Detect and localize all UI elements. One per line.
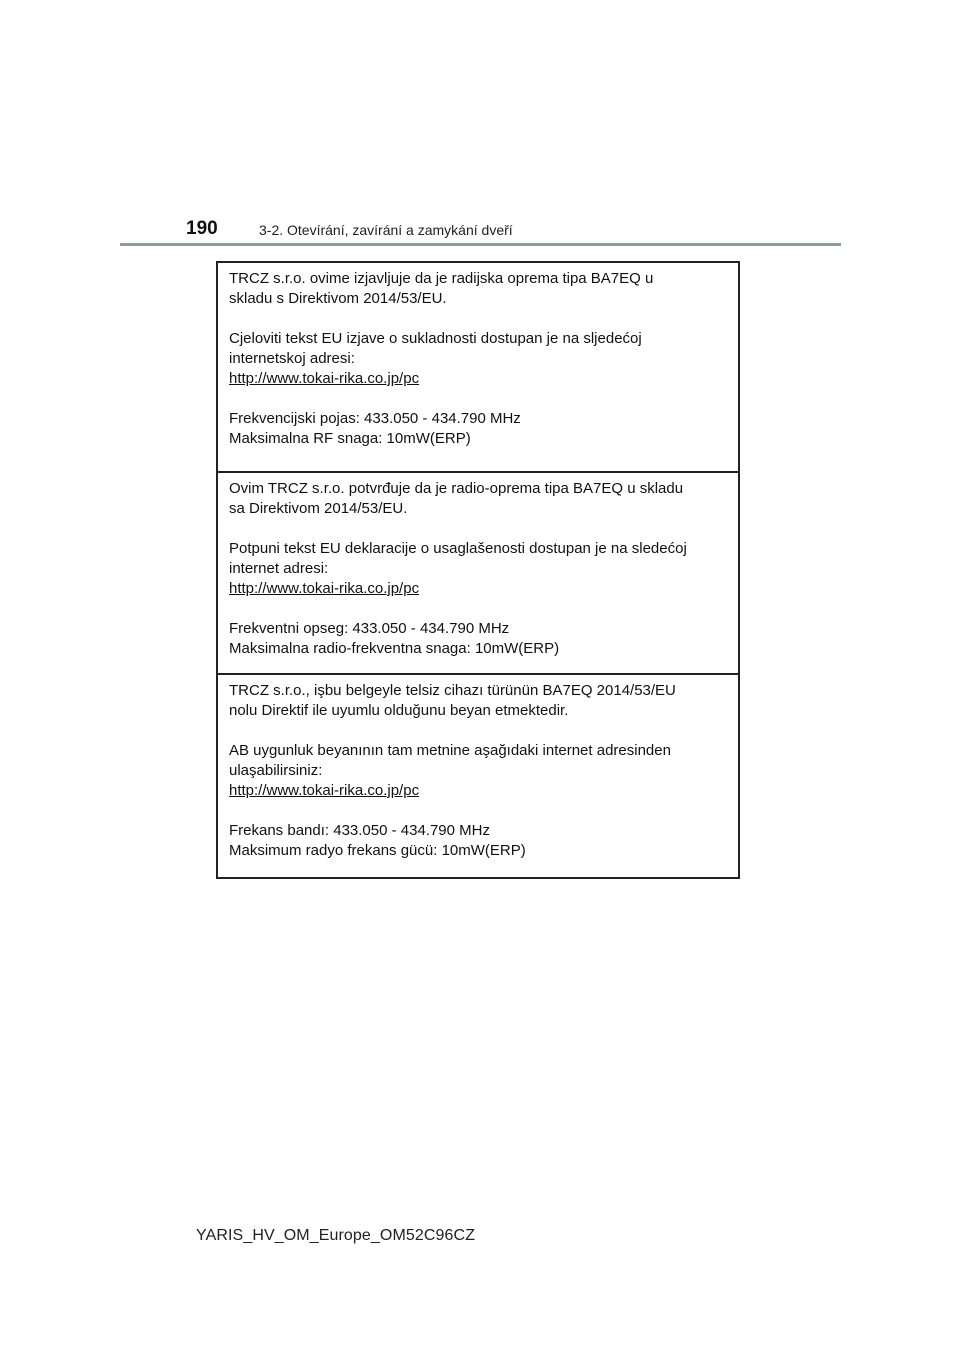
url-link[interactable]: http://www.tokai-rika.co.jp/pc (229, 370, 420, 387)
declaration-serbian (218, 471, 738, 673)
page-number: 190 (186, 218, 218, 239)
frequency-band: Frekvencijski pojas: 433.050 - 434.790 MHz (229, 410, 521, 427)
spacer (229, 519, 728, 539)
spacer (229, 309, 728, 329)
max-power: Maksimum radyo frekans gücü: 10mW(ERP) (229, 842, 526, 859)
declaration-croatian (218, 263, 738, 471)
statement-line: TRCZ s.r.o., işbu belgeyle telsiz cihazı türünün BA7EQ 2014/53/EU (229, 682, 676, 699)
header-rule (120, 243, 841, 246)
text-line: internetskoj adresi: (229, 350, 355, 367)
max-power: Maksimalna radio-frekventna snaga: 10mW(ERP) (229, 640, 560, 657)
declaration-turkish (218, 673, 738, 877)
document-id: YARIS_HV_OM_Europe_OM52C96CZ (196, 1227, 476, 1244)
statement-line: sa Direktivom 2014/53/EU. (229, 500, 408, 517)
text-line: AB uygunluk beyanının tam metnine aşağıdaki internet adresinden (229, 742, 671, 759)
statement-line: skladu s Direktivom 2014/53/EU. (229, 290, 447, 307)
frequency-band: Frekventni opseg: 433.050 - 434.790 MHz (229, 620, 510, 637)
max-power: Maksimalna RF snaga: 10mW(ERP) (229, 430, 471, 447)
section-title: 3-2. Otevírání, zavírání a zamykání dveří (259, 222, 513, 238)
statement-line: TRCZ s.r.o. ovime izjavljuje da je radijska oprema tipa BA7EQ u (229, 270, 654, 287)
text-line: Potpuni tekst EU deklaracije o usaglašenosti dostupan je na sledećoj (229, 540, 687, 557)
statement-line: Ovim TRCZ s.r.o. potvrđuje da je radio-oprema tipa BA7EQ u skladu (229, 480, 684, 497)
spacer (229, 721, 728, 741)
declaration-box (216, 261, 740, 879)
statement-line: nolu Direktif ile uyumlu olduğunu beyan etmektedir. (229, 702, 569, 719)
spacer (229, 599, 728, 619)
url-link[interactable]: http://www.tokai-rika.co.jp/pc (229, 580, 420, 597)
text-line: internet adresi: (229, 560, 329, 577)
text-line: Cjeloviti tekst EU izjave o sukladnosti dostupan je na sljedećoj (229, 330, 642, 347)
frequency-band: Frekans bandı: 433.050 - 434.790 MHz (229, 822, 490, 839)
text-line: ulaşabilirsiniz: (229, 762, 323, 779)
url-link[interactable]: http://www.tokai-rika.co.jp/pc (229, 782, 420, 799)
spacer (229, 801, 728, 821)
spacer (229, 389, 728, 409)
